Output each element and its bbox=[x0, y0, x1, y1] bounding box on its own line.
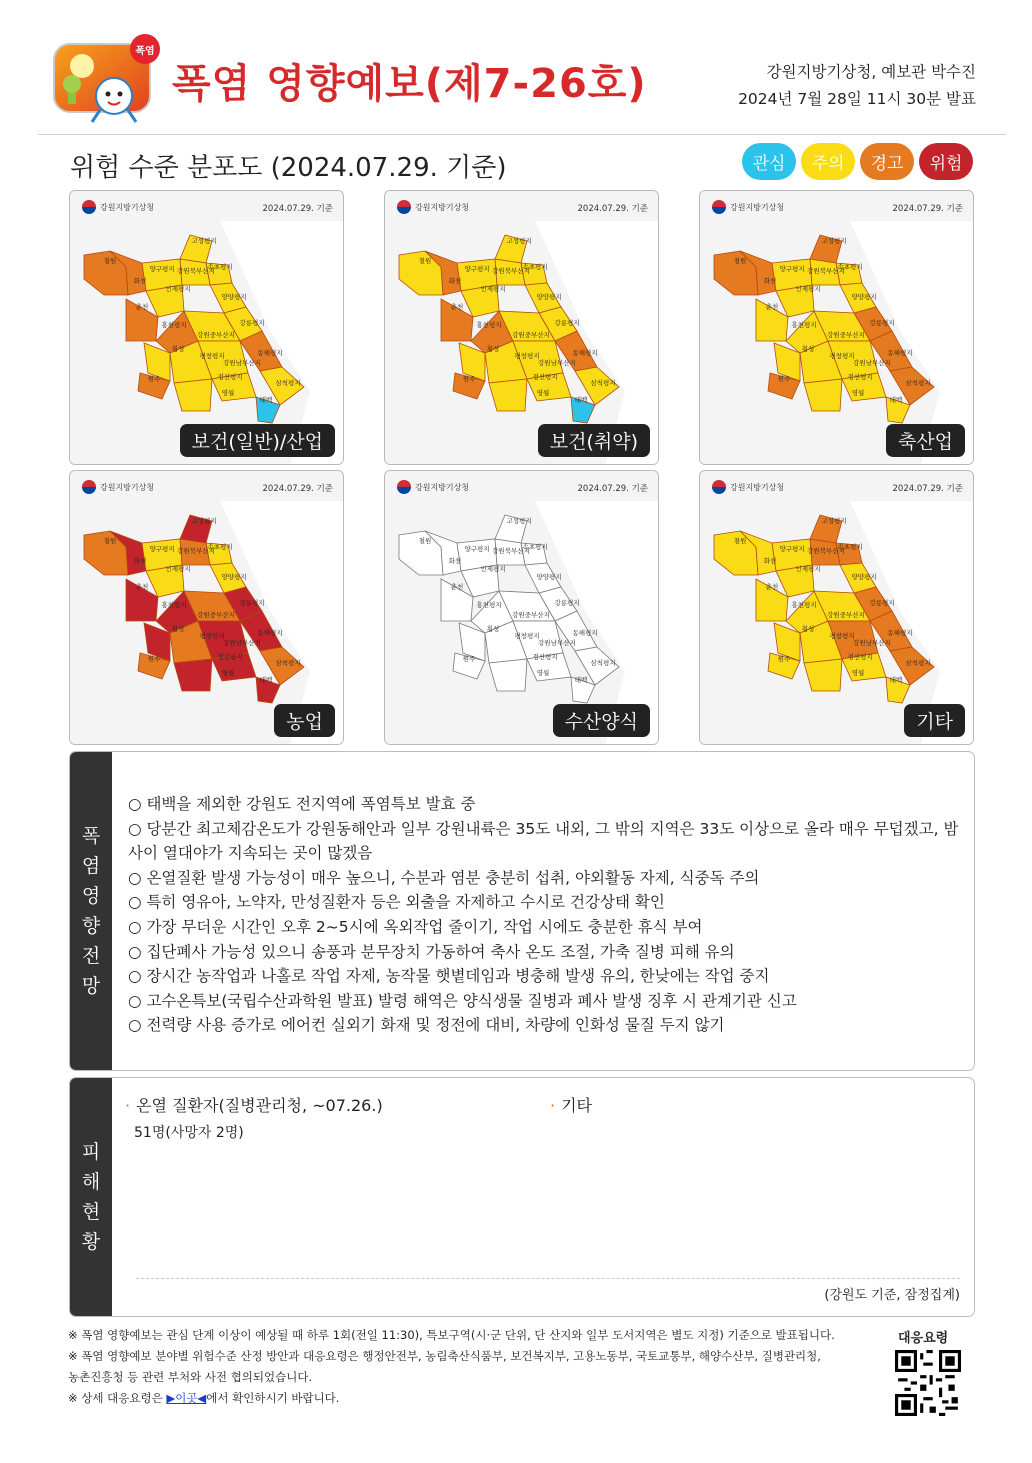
region-label: 철원 bbox=[733, 537, 747, 545]
region-label: 원주 bbox=[777, 375, 791, 383]
region-label: 영월 bbox=[221, 389, 235, 397]
region-label: 인제평지 bbox=[480, 285, 506, 293]
region-label: 횡성 bbox=[801, 625, 815, 633]
footnote-line: ※ 상세 대응요령은 ▶이곳◀에서 확인하시기 바랍니다. bbox=[68, 1391, 340, 1405]
agency-name: 강원지방기상청 bbox=[415, 482, 470, 492]
footnote-line: ※ 폭염 영향예보 분야별 위험수준 산정 방안과 대응요령은 행정안전부, 농림축산식품부, 보건복지부, 고용노동부, 국토교통부, 해양수산부, 질병관리청, bbox=[68, 1349, 821, 1363]
issuing-organization: 강원지방기상청, 예보관 박수진 bbox=[766, 63, 976, 81]
region-label: 태백 bbox=[889, 396, 903, 404]
region-label: 삼척평지 bbox=[590, 659, 616, 667]
region-label: 평창평지 bbox=[514, 632, 540, 640]
region-label: 정선평지 bbox=[532, 653, 558, 661]
outlook-item: ○ 집단폐사 가능성 있으니 송풍과 분무장치 가동하여 축사 온도 조절, 가축 질병 피해 유의 bbox=[128, 942, 735, 961]
map-sector-label: 보건(일반)/산업 bbox=[180, 424, 335, 457]
agency-name: 강원지방기상청 bbox=[730, 482, 785, 492]
government-emblem-icon bbox=[712, 480, 726, 494]
region-label: 횡성 bbox=[171, 625, 185, 633]
region-label: 삼척평지 bbox=[275, 659, 301, 667]
agency-logo bbox=[397, 480, 469, 494]
map-date: 2024.07.29. 기준 bbox=[577, 204, 648, 214]
outlook-item: ○ 고수온특보(국립수산과학원 발표) 발령 해역은 양식생물 질병과 폐사 발생 징후 시 관계기관 신고 bbox=[128, 991, 797, 1010]
region-label: 평창평지 bbox=[514, 352, 540, 360]
map-date: 2024.07.29. 기준 bbox=[577, 484, 648, 494]
region-label: 인제평지 bbox=[165, 285, 191, 293]
agency-logo bbox=[712, 480, 784, 494]
damage-status-panel bbox=[69, 1077, 975, 1317]
region-label: 평창평지 bbox=[829, 632, 855, 640]
region-label: 홍천평지 bbox=[476, 601, 502, 609]
region-label: 평창평지 bbox=[199, 352, 225, 360]
region-label: 동해평지 bbox=[257, 629, 283, 637]
region-label: 영월 bbox=[221, 669, 235, 677]
outlook-item: ○ 장시간 농작업과 나홀로 작업 자제, 농작물 햇볕데임과 병충해 발생 유의, 한낮에는 작업 중지 bbox=[128, 967, 770, 986]
region-label: 강릉평지 bbox=[869, 599, 895, 607]
region-label: 인제평지 bbox=[795, 285, 821, 293]
region-label: 화천 bbox=[448, 557, 462, 565]
heatwave-outlook-panel bbox=[69, 751, 975, 1071]
outlook-item: ○ 가장 무더운 시간인 오후 2~5시에 옥외작업 줄이기, 작업 시에도 충분한 휴식 부여 bbox=[128, 917, 703, 936]
region-label: 고성평지 bbox=[191, 237, 217, 245]
heat-illness-title: · 온열 질환자(질병관리청, ~07.26.) bbox=[125, 1096, 383, 1115]
region-label: 강릉평지 bbox=[554, 319, 580, 327]
region-label: 강원중부산지 bbox=[512, 611, 550, 619]
region-label: 고성평지 bbox=[821, 517, 847, 525]
damage-divider bbox=[136, 1278, 960, 1279]
region-label: 양양평지 bbox=[221, 293, 247, 301]
region-label: 춘천 bbox=[450, 303, 464, 311]
issue-datetime: 2024년 7월 28일 11시 30분 발표 bbox=[738, 90, 976, 108]
qr-title: 대응요령 bbox=[898, 1331, 949, 1346]
region-label: 화천 bbox=[763, 277, 777, 285]
agency-logo bbox=[397, 200, 469, 214]
map-sector-label: 농업 bbox=[274, 704, 335, 737]
region-label: 홍천평지 bbox=[791, 321, 817, 329]
region-label: 양구평지 bbox=[149, 265, 175, 273]
qr-code-icon[interactable] bbox=[895, 1350, 961, 1416]
region-label: 강원북부산지 bbox=[807, 547, 845, 555]
region-label: 양양평지 bbox=[536, 573, 562, 581]
region-label: 화천 bbox=[448, 277, 462, 285]
region-label: 횡성 bbox=[801, 345, 815, 353]
agency-name: 강원지방기상청 bbox=[100, 482, 155, 492]
region-label: 삼척평지 bbox=[905, 379, 931, 387]
map-card-health-general bbox=[69, 190, 344, 465]
region-label: 강원중부산지 bbox=[827, 611, 865, 619]
details-link[interactable]: ▶이곳◀ bbox=[166, 1391, 207, 1405]
map-sector-label: 수산양식 bbox=[553, 704, 650, 737]
region-label: 정선평지 bbox=[847, 373, 873, 381]
region-label: 정선평지 bbox=[532, 373, 558, 381]
region-label: 동해평지 bbox=[887, 629, 913, 637]
region-label: 철원 bbox=[103, 257, 117, 265]
region-label: 정선평지 bbox=[217, 653, 243, 661]
other-damage-title: · 기타 bbox=[550, 1096, 593, 1115]
region-label: 강원중부산지 bbox=[197, 611, 235, 619]
legend-interest: 관심 bbox=[742, 143, 796, 180]
map-date: 2024.07.29. 기준 bbox=[892, 204, 963, 214]
heatwave-badge: 폭염 bbox=[130, 34, 160, 64]
government-emblem-icon bbox=[82, 480, 96, 494]
region-label: 태백 bbox=[889, 676, 903, 684]
heat-illness-count: 51명(사망자 2명) bbox=[134, 1125, 244, 1141]
region-label: 원주 bbox=[777, 655, 791, 663]
region-label: 철원 bbox=[418, 537, 432, 545]
agency-logo bbox=[82, 200, 154, 214]
region-label: 삼척평지 bbox=[590, 379, 616, 387]
damage-side-label: 피 해 현 황 bbox=[70, 1078, 112, 1316]
region-label: 강원중부산지 bbox=[512, 331, 550, 339]
outlook-list bbox=[128, 792, 960, 1038]
region-label: 강원남부산지 bbox=[853, 639, 891, 647]
region-label: 영월 bbox=[536, 669, 550, 677]
government-emblem-icon bbox=[397, 200, 411, 214]
region-label: 태백 bbox=[259, 676, 273, 684]
map-date: 2024.07.29. 기준 bbox=[262, 204, 333, 214]
region-label: 태백 bbox=[574, 676, 588, 684]
map-sector-label: 보건(취약) bbox=[538, 424, 650, 457]
map-card-agriculture bbox=[69, 470, 344, 745]
region-label: 인제평지 bbox=[795, 565, 821, 573]
map-sector-label: 축산업 bbox=[886, 424, 965, 457]
region-label: 속초평지 bbox=[522, 263, 548, 271]
region-label: 동해평지 bbox=[572, 629, 598, 637]
region-label: 강원북부산지 bbox=[177, 267, 215, 275]
map-date: 2024.07.29. 기준 bbox=[892, 484, 963, 494]
region-label: 평창평지 bbox=[829, 352, 855, 360]
region-label: 양양평지 bbox=[851, 573, 877, 581]
region-label: 동해평지 bbox=[572, 349, 598, 357]
region-label: 고성평지 bbox=[506, 517, 532, 525]
outlook-item: ○ 태백을 제외한 강원도 전지역에 폭염특보 발효 중 bbox=[128, 795, 476, 813]
map-card-aquaculture bbox=[384, 470, 659, 745]
header bbox=[0, 0, 1032, 135]
footnote-line: ※ 폭염 영향예보는 관심 단계 이상이 예상될 때 하루 1회(전일 11:30), 특보구역(시·군 단위, 단 산지와 일부 도서지역은 별도 지정) 기준으로 발표됩니다. bbox=[68, 1328, 835, 1342]
section-title: 위험 수준 분포도 (2024.07.29. 기준) bbox=[70, 153, 507, 183]
header-divider bbox=[38, 134, 1006, 135]
region-label: 철원 bbox=[733, 257, 747, 265]
region-label: 철원 bbox=[103, 537, 117, 545]
region-label: 양구평지 bbox=[779, 265, 805, 273]
region-label: 강릉평지 bbox=[239, 319, 265, 327]
legend-danger: 위험 bbox=[919, 143, 973, 180]
region-label: 양구평지 bbox=[779, 545, 805, 553]
region-label: 동해평지 bbox=[257, 349, 283, 357]
footnote-line: 농촌진흥청 등 관련 부처와 사전 협의되었습니다. bbox=[68, 1370, 313, 1384]
region-label: 삼척평지 bbox=[275, 379, 301, 387]
region-label: 춘천 bbox=[135, 303, 149, 311]
region-label: 홍천평지 bbox=[161, 601, 187, 609]
region-label: 영월 bbox=[851, 669, 865, 677]
region-label: 영월 bbox=[536, 389, 550, 397]
region-label: 홍천평지 bbox=[476, 321, 502, 329]
region-label: 횡성 bbox=[171, 345, 185, 353]
outlook-side-label: 폭 염 영 향 전 망 bbox=[70, 752, 112, 1070]
region-label: 삼척평지 bbox=[905, 659, 931, 667]
region-label: 춘천 bbox=[765, 583, 779, 591]
agency-name: 강원지방기상청 bbox=[415, 202, 470, 212]
outlook-item: ○ 특히 영유아, 노약자, 만성질환자 등은 외출을 자제하고 수시로 건강상태 확인 bbox=[128, 893, 665, 912]
region-label: 철원 bbox=[418, 257, 432, 265]
heatwave-logo bbox=[52, 34, 160, 126]
region-label: 홍천평지 bbox=[791, 601, 817, 609]
damage-note: (강원도 기준, 잠정집계) bbox=[824, 1288, 960, 1303]
region-label: 강원남부산지 bbox=[853, 359, 891, 367]
outlook-item: ○ 전력량 사용 증가로 에어컨 실외기 화재 및 정전에 대비, 차량에 인화성 물질 두지 않기 bbox=[128, 1016, 725, 1035]
region-label: 양구평지 bbox=[464, 545, 490, 553]
government-emblem-icon bbox=[712, 200, 726, 214]
risk-level-legend bbox=[742, 143, 973, 180]
region-label: 양구평지 bbox=[149, 545, 175, 553]
footnotes bbox=[68, 1325, 878, 1409]
region-label: 원주 bbox=[147, 655, 161, 663]
map-card-other bbox=[699, 470, 974, 745]
agency-logo bbox=[712, 200, 784, 214]
region-label: 강릉평지 bbox=[869, 319, 895, 327]
region-label: 강원북부산지 bbox=[492, 547, 530, 555]
region-label: 정선평지 bbox=[847, 653, 873, 661]
region-label: 원주 bbox=[462, 655, 476, 663]
region-label: 강원중부산지 bbox=[827, 331, 865, 339]
region-label: 강원남부산지 bbox=[223, 359, 261, 367]
region-label: 화천 bbox=[763, 557, 777, 565]
legend-caution: 주의 bbox=[801, 143, 855, 180]
region-label: 양구평지 bbox=[464, 265, 490, 273]
region-label: 강원북부산지 bbox=[492, 267, 530, 275]
region-label: 춘천 bbox=[450, 583, 464, 591]
region-label: 강릉평지 bbox=[554, 599, 580, 607]
region-label: 화천 bbox=[133, 277, 147, 285]
region-label: 속초평지 bbox=[837, 263, 863, 271]
region-label: 영월 bbox=[851, 389, 865, 397]
region-label: 인제평지 bbox=[480, 565, 506, 573]
region-label: 강원남부산지 bbox=[538, 359, 576, 367]
region-label: 속초평지 bbox=[207, 543, 233, 551]
region-label: 고성평지 bbox=[191, 517, 217, 525]
region-label: 횡성 bbox=[486, 625, 500, 633]
region-label: 평창평지 bbox=[199, 632, 225, 640]
region-label: 강원남부산지 bbox=[538, 639, 576, 647]
region-label: 인제평지 bbox=[165, 565, 191, 573]
region-label: 태백 bbox=[259, 396, 273, 404]
agency-name: 강원지방기상청 bbox=[100, 202, 155, 212]
outlook-item: ○ 당분간 최고체감온도가 강원동해안과 일부 강원내륙은 35도 내외, 그 밖의 지역은 33도 이상으로 올라 매우 무덥겠고, 밤사이 열대야가 지속되는 곳이 많겠음 bbox=[128, 819, 959, 863]
government-emblem-icon bbox=[397, 480, 411, 494]
region-label: 홍천평지 bbox=[161, 321, 187, 329]
region-label: 강릉평지 bbox=[239, 599, 265, 607]
region-label: 고성평지 bbox=[506, 237, 532, 245]
region-label: 춘천 bbox=[135, 583, 149, 591]
region-label: 정선평지 bbox=[217, 373, 243, 381]
bullet-icon: · bbox=[550, 1096, 556, 1115]
map-card-livestock bbox=[699, 190, 974, 465]
region-label: 양양평지 bbox=[851, 293, 877, 301]
region-label: 고성평지 bbox=[821, 237, 847, 245]
page-title: 폭염 영향예보(제7-26호) bbox=[172, 61, 647, 107]
bullet-icon: · bbox=[125, 1096, 131, 1115]
legend-warning: 경고 bbox=[860, 143, 914, 180]
region-label: 춘천 bbox=[765, 303, 779, 311]
region-label: 원주 bbox=[147, 375, 161, 383]
outlook-item: ○ 온열질환 발생 가능성이 매우 높으니, 수분과 염분 충분히 섭취, 야외활동 자제, 식중독 주의 bbox=[128, 868, 760, 887]
region-label: 양양평지 bbox=[221, 573, 247, 581]
map-card-health-vulnerable bbox=[384, 190, 659, 465]
region-label: 강원중부산지 bbox=[197, 331, 235, 339]
map-sector-label: 기타 bbox=[904, 704, 965, 737]
region-label: 태백 bbox=[574, 396, 588, 404]
region-label: 양양평지 bbox=[536, 293, 562, 301]
region-label: 동해평지 bbox=[887, 349, 913, 357]
region-label: 속초평지 bbox=[522, 543, 548, 551]
map-date: 2024.07.29. 기준 bbox=[262, 484, 333, 494]
region-label: 강원북부산지 bbox=[807, 267, 845, 275]
region-label: 속초평지 bbox=[207, 263, 233, 271]
region-label: 원주 bbox=[462, 375, 476, 383]
region-label: 화천 bbox=[133, 557, 147, 565]
region-label: 속초평지 bbox=[837, 543, 863, 551]
region-label: 횡성 bbox=[486, 345, 500, 353]
government-emblem-icon bbox=[82, 200, 96, 214]
agency-logo bbox=[82, 480, 154, 494]
region-label: 강원북부산지 bbox=[177, 547, 215, 555]
agency-name: 강원지방기상청 bbox=[730, 202, 785, 212]
region-label: 강원남부산지 bbox=[223, 639, 261, 647]
